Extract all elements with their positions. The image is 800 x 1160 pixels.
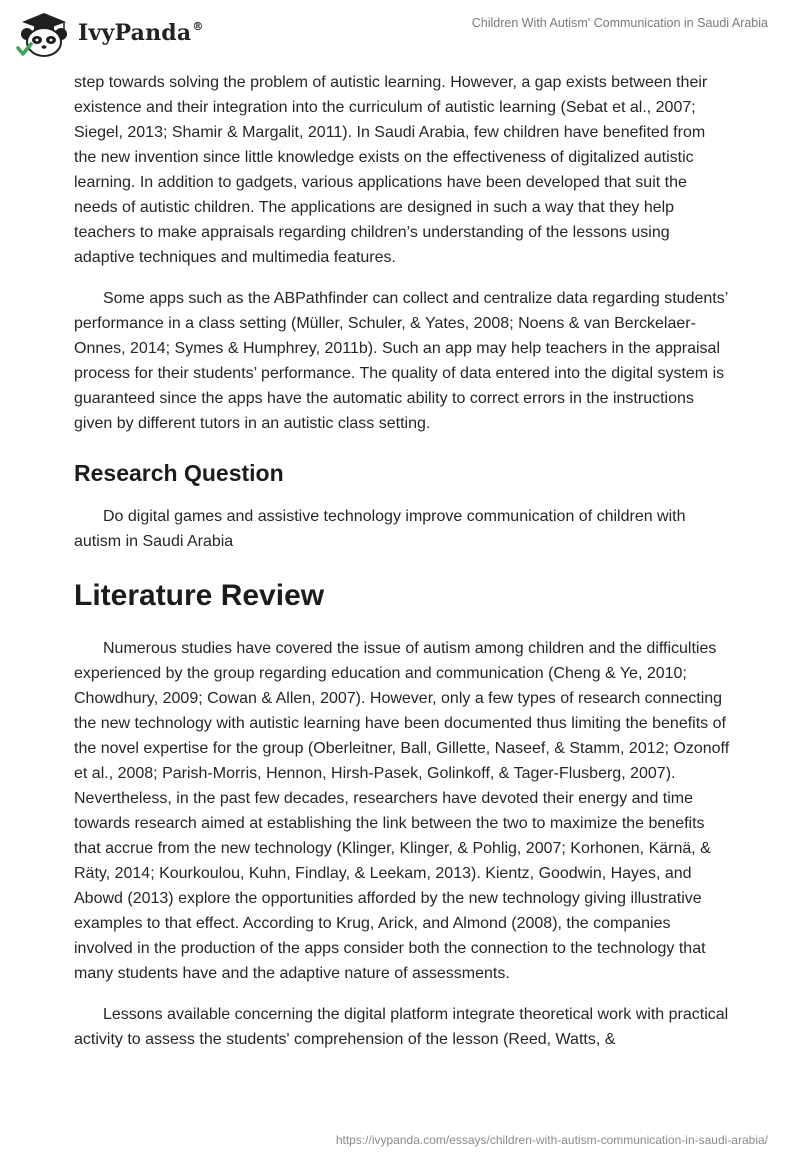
registered-mark: ®: [192, 19, 204, 33]
source-url[interactable]: https://ivypanda.com/essays/children-with-autism-communication-in-saudi-arabia/: [335, 1133, 768, 1147]
paragraph-lessons: Lessons available concerning the digital platform integrate theoretical work with practical activity to assess the students' comprehension of the lesson (Reed, Watts, &: [74, 1006, 729, 1048]
panda-graduate-icon[interactable]: [14, 10, 74, 58]
paragraph-research-question: Do digital games and assistive technology improve communication of children with autism in Saudi Arabia: [74, 508, 686, 550]
brand-name: IvyPanda: [78, 20, 192, 46]
document-title: Children With Autism' Communication in Saudi Arabia: [471, 16, 768, 30]
paragraph-literature: Numerous studies have covered the issue of autism among children and the difficulties experienced by the group regarding education and communication (Cheng & Ye, 2010; Chowdhury, 2009; Cowan & Allen, 2007). However, only a few types of research connecting the new technology with autistic learning have been documented thus limiting the benefits of the novel expertise for the group (Oberleitner, Ball, Gillette, Naseef, & Stamm, 2012; Ozonoff et al., 2008; Parish-Morris, Hennon, Hirsh-Pasek, Golinkoff, & Tager-Flusberg, 2007). Nevertheless, in the past few decades, researchers have devoted their energy and time towards research aimed at establishing the link between the two to maximize the benefits that accrue from the new technology (Klinger, Klinger, & Pohlig, 2007; Korhonen, Kärnä, & Räty, 2014; Kourkoulou, Kuhn, Findlay, & Leekam, 2013). Kientz, Goodwin, Hayes, and Abowd (2013) explore the opportunities afforded by the new technology giving illustrative examples to that effect. According to Krug, Arick, and Almond (2008), the companies involved in the production of the apps consider both the connection to the technology that many students have and the adaptive nature of assessments.: [74, 640, 730, 982]
heading-literature-review: Literature Review: [74, 579, 325, 612]
paragraph-abpathfinder: Some apps such as the ABPathfinder can collect and centralize data regarding students’ performance in a class setting (Müller, Schuler, & Yates, 2008; Noens & van Berckelaer-Onnes, 2014; Symes & Humphrey, 2011b). Such an app may help teachers in the appraisal process for their students’ performance. The quality of data entered into the digital system is guaranteed since the apps have the automatic ability to correct errors in the instructions given by different tutors in an autistic class setting.: [74, 290, 728, 432]
brand-logo-text[interactable]: [78, 20, 204, 46]
page-header: [0, 0, 800, 64]
article-body: [74, 70, 730, 1052]
paragraph-continuation: step towards solving the problem of autistic learning. However, a gap exists between their existence and their integration into the curriculum of autistic learning (Sebat et al., 2007; Siegel, 2013; Shamir & Margalit, 2011). In Saudi Arabia, few children have benefited from the new invention since little knowledge exists on the effectiveness of digitalized autistic learning. In addition to gadgets, various applications have been developed that suit the needs of autistic children. The applications are designed in such a way that they help teachers to make appraisals regarding children’s understanding of the lessons using adaptive techniques and multimedia features.: [74, 74, 708, 266]
heading-research-question: Research Question: [74, 460, 284, 486]
